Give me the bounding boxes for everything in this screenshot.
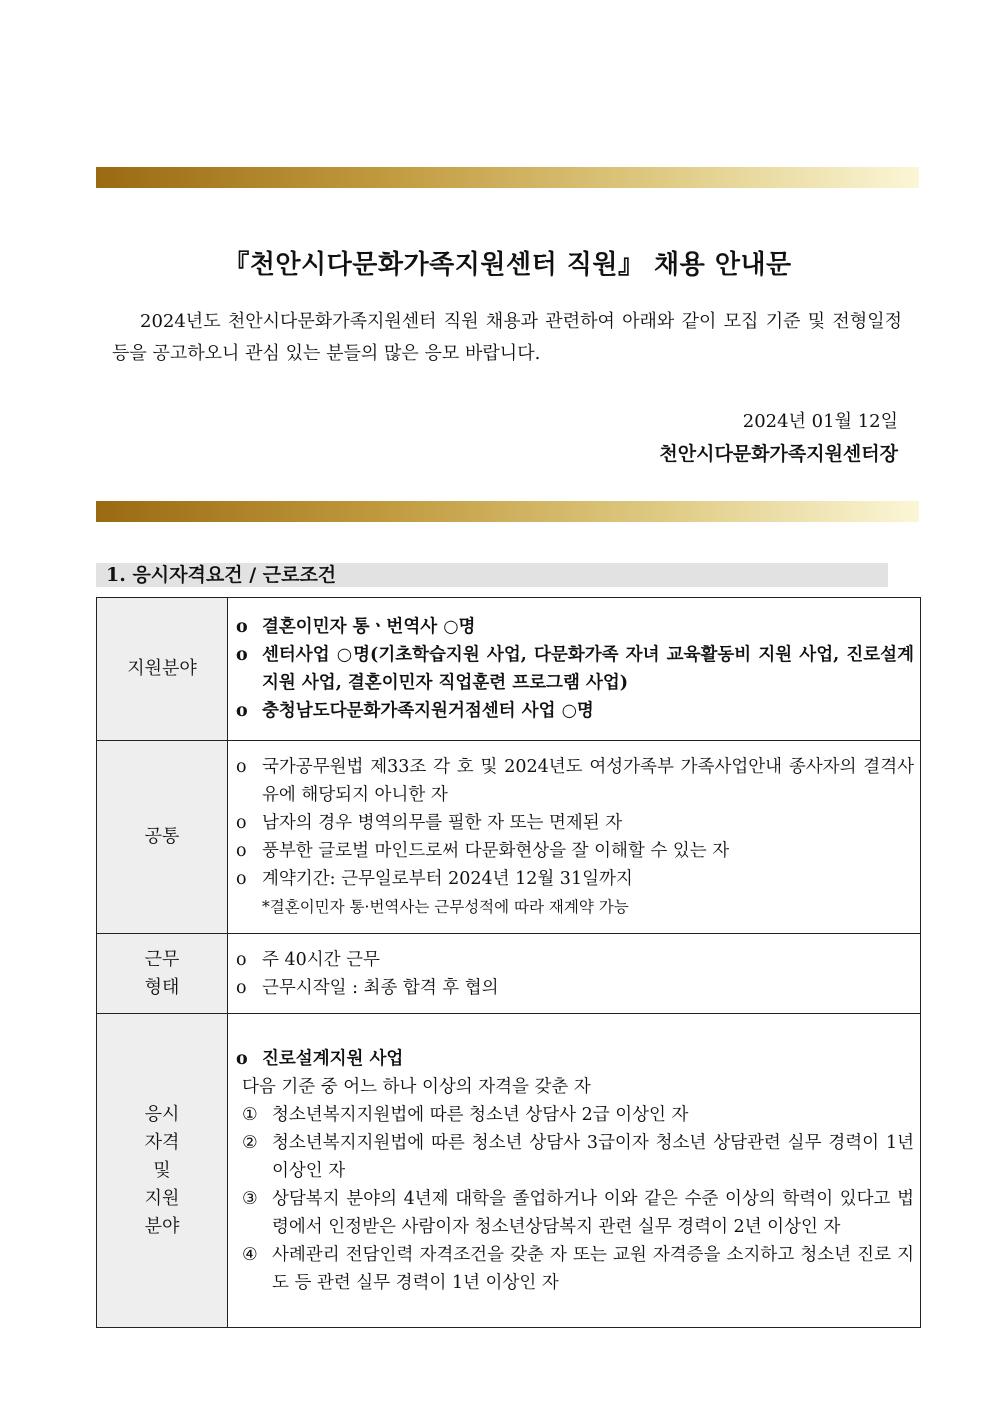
qualification-lead: 다음 기준 중 어느 하나 이상의 자격을 갖춘 자 xyxy=(242,1076,591,1097)
row-label-work: 근무 형태 xyxy=(97,934,228,1014)
bottom-gold-band xyxy=(96,501,919,522)
table-row-qualification xyxy=(97,1014,921,1328)
intro-paragraph xyxy=(112,306,902,370)
list-item: o 결혼이민자 통ㆍ번역사 ○명 xyxy=(236,613,914,641)
bullet-icon: o xyxy=(236,869,247,889)
bullet-icon: o xyxy=(236,701,248,721)
list-item: ② 청소년복지지원법에 따른 청소년 상담사 3급이자 청소년 상담관련 실무 경력이 1년 이상인 자 xyxy=(236,1129,914,1185)
list-item: ③ 상담복지 분야의 4년제 대학을 졸업하거나 이와 같은 수준 이상의 학력이 있다고 법령에서 인정받은 사람이자 청소년상담복지 관련 실무 경력이 2년 이상인 자 xyxy=(236,1185,914,1241)
number-marker: ① xyxy=(242,1104,258,1125)
common-content xyxy=(228,741,921,934)
list-item: ① 청소년복지지원법에 따른 청소년 상담사 2급 이상인 자 xyxy=(236,1101,914,1129)
bullet-icon: o xyxy=(236,645,248,665)
list-item: o 국가공무원법 제33조 각 호 및 2024년도 여성가족부 가족사업안내 종사자의 결격사유에 해당되지 아니한 자 xyxy=(236,753,914,809)
list-item: o 풍부한 글로벌 마인드로써 다문화현상을 잘 이해할 수 있는 자 xyxy=(236,837,914,865)
row-label-common: 공통 xyxy=(97,741,228,934)
notice-date: 2024년 01월 12일 xyxy=(742,411,898,432)
list-item: ④ 사례관리 전담인력 자격조건을 갖춘 자 또는 교원 자격증을 소지하고 청소년 진로 지도 등 관련 실무 경력이 1년 이상인 자 xyxy=(236,1241,914,1297)
work-content xyxy=(228,934,921,1014)
row-label-qualification: 응시 자격 및 지원 분야 xyxy=(97,1014,228,1328)
table-row-common xyxy=(97,741,921,934)
qualification-content xyxy=(228,1014,921,1328)
requirements-table xyxy=(96,597,921,1328)
top-gold-band xyxy=(96,167,919,188)
bullet-icon: o xyxy=(236,841,247,861)
list-item: o 주 40시간 근무 xyxy=(236,946,914,974)
list-item: o 계약기간: 근무일로부터 2024년 12월 31일까지 xyxy=(236,865,914,893)
list-item: o 남자의 경우 병역의무를 필한 자 또는 면제된 자 xyxy=(236,809,914,837)
table-row-field xyxy=(97,598,921,741)
bullet-icon: o xyxy=(236,977,247,998)
signer-name: 천안시다문화가족지원센터장 xyxy=(659,443,898,465)
number-marker: ② xyxy=(242,1132,258,1153)
list-item: o 충청남도다문화가족지원거점센터 사업 ○명 xyxy=(236,697,914,725)
field-content xyxy=(228,598,921,741)
bullet-icon: o xyxy=(236,757,247,777)
qualification-heading: o 진로설계지원 사업 xyxy=(236,1045,914,1073)
contract-note: *결혼이민자 통·번역사는 근무성적에 따라 재계약 가능 xyxy=(262,898,629,916)
list-item: o 센터사업 ○명(기초학습지원 사업, 다문화가족 자녀 교육활동비 지원 사업, 진로설계지원 사업, 결혼이민자 직업훈련 프로그램 사업) xyxy=(236,641,914,697)
bullet-icon: o xyxy=(236,1048,248,1069)
bullet-icon: o xyxy=(236,617,248,637)
bullet-icon: o xyxy=(236,949,247,970)
bullet-icon: o xyxy=(236,813,247,833)
row-label-field: 지원분야 xyxy=(97,598,228,741)
page-title: 『천안시다문화가족지원센터 직원』 채용 안내문 xyxy=(223,250,792,280)
list-item: o 근무시작일 : 최종 합격 후 협의 xyxy=(236,974,914,1002)
intro-text: 2024년도 천안시다문화가족지원센터 직원 채용과 관련하여 아래와 같이 모집 기준 및 전형일정 등을 공고하오니 관심 있는 분들의 많은 응모 바랍니다. xyxy=(112,311,902,364)
section-heading: 1. 응시자격요건 / 근로조건 xyxy=(96,563,888,587)
number-marker: ④ xyxy=(242,1244,258,1265)
number-marker: ③ xyxy=(242,1188,258,1209)
table-row-work xyxy=(97,934,921,1014)
